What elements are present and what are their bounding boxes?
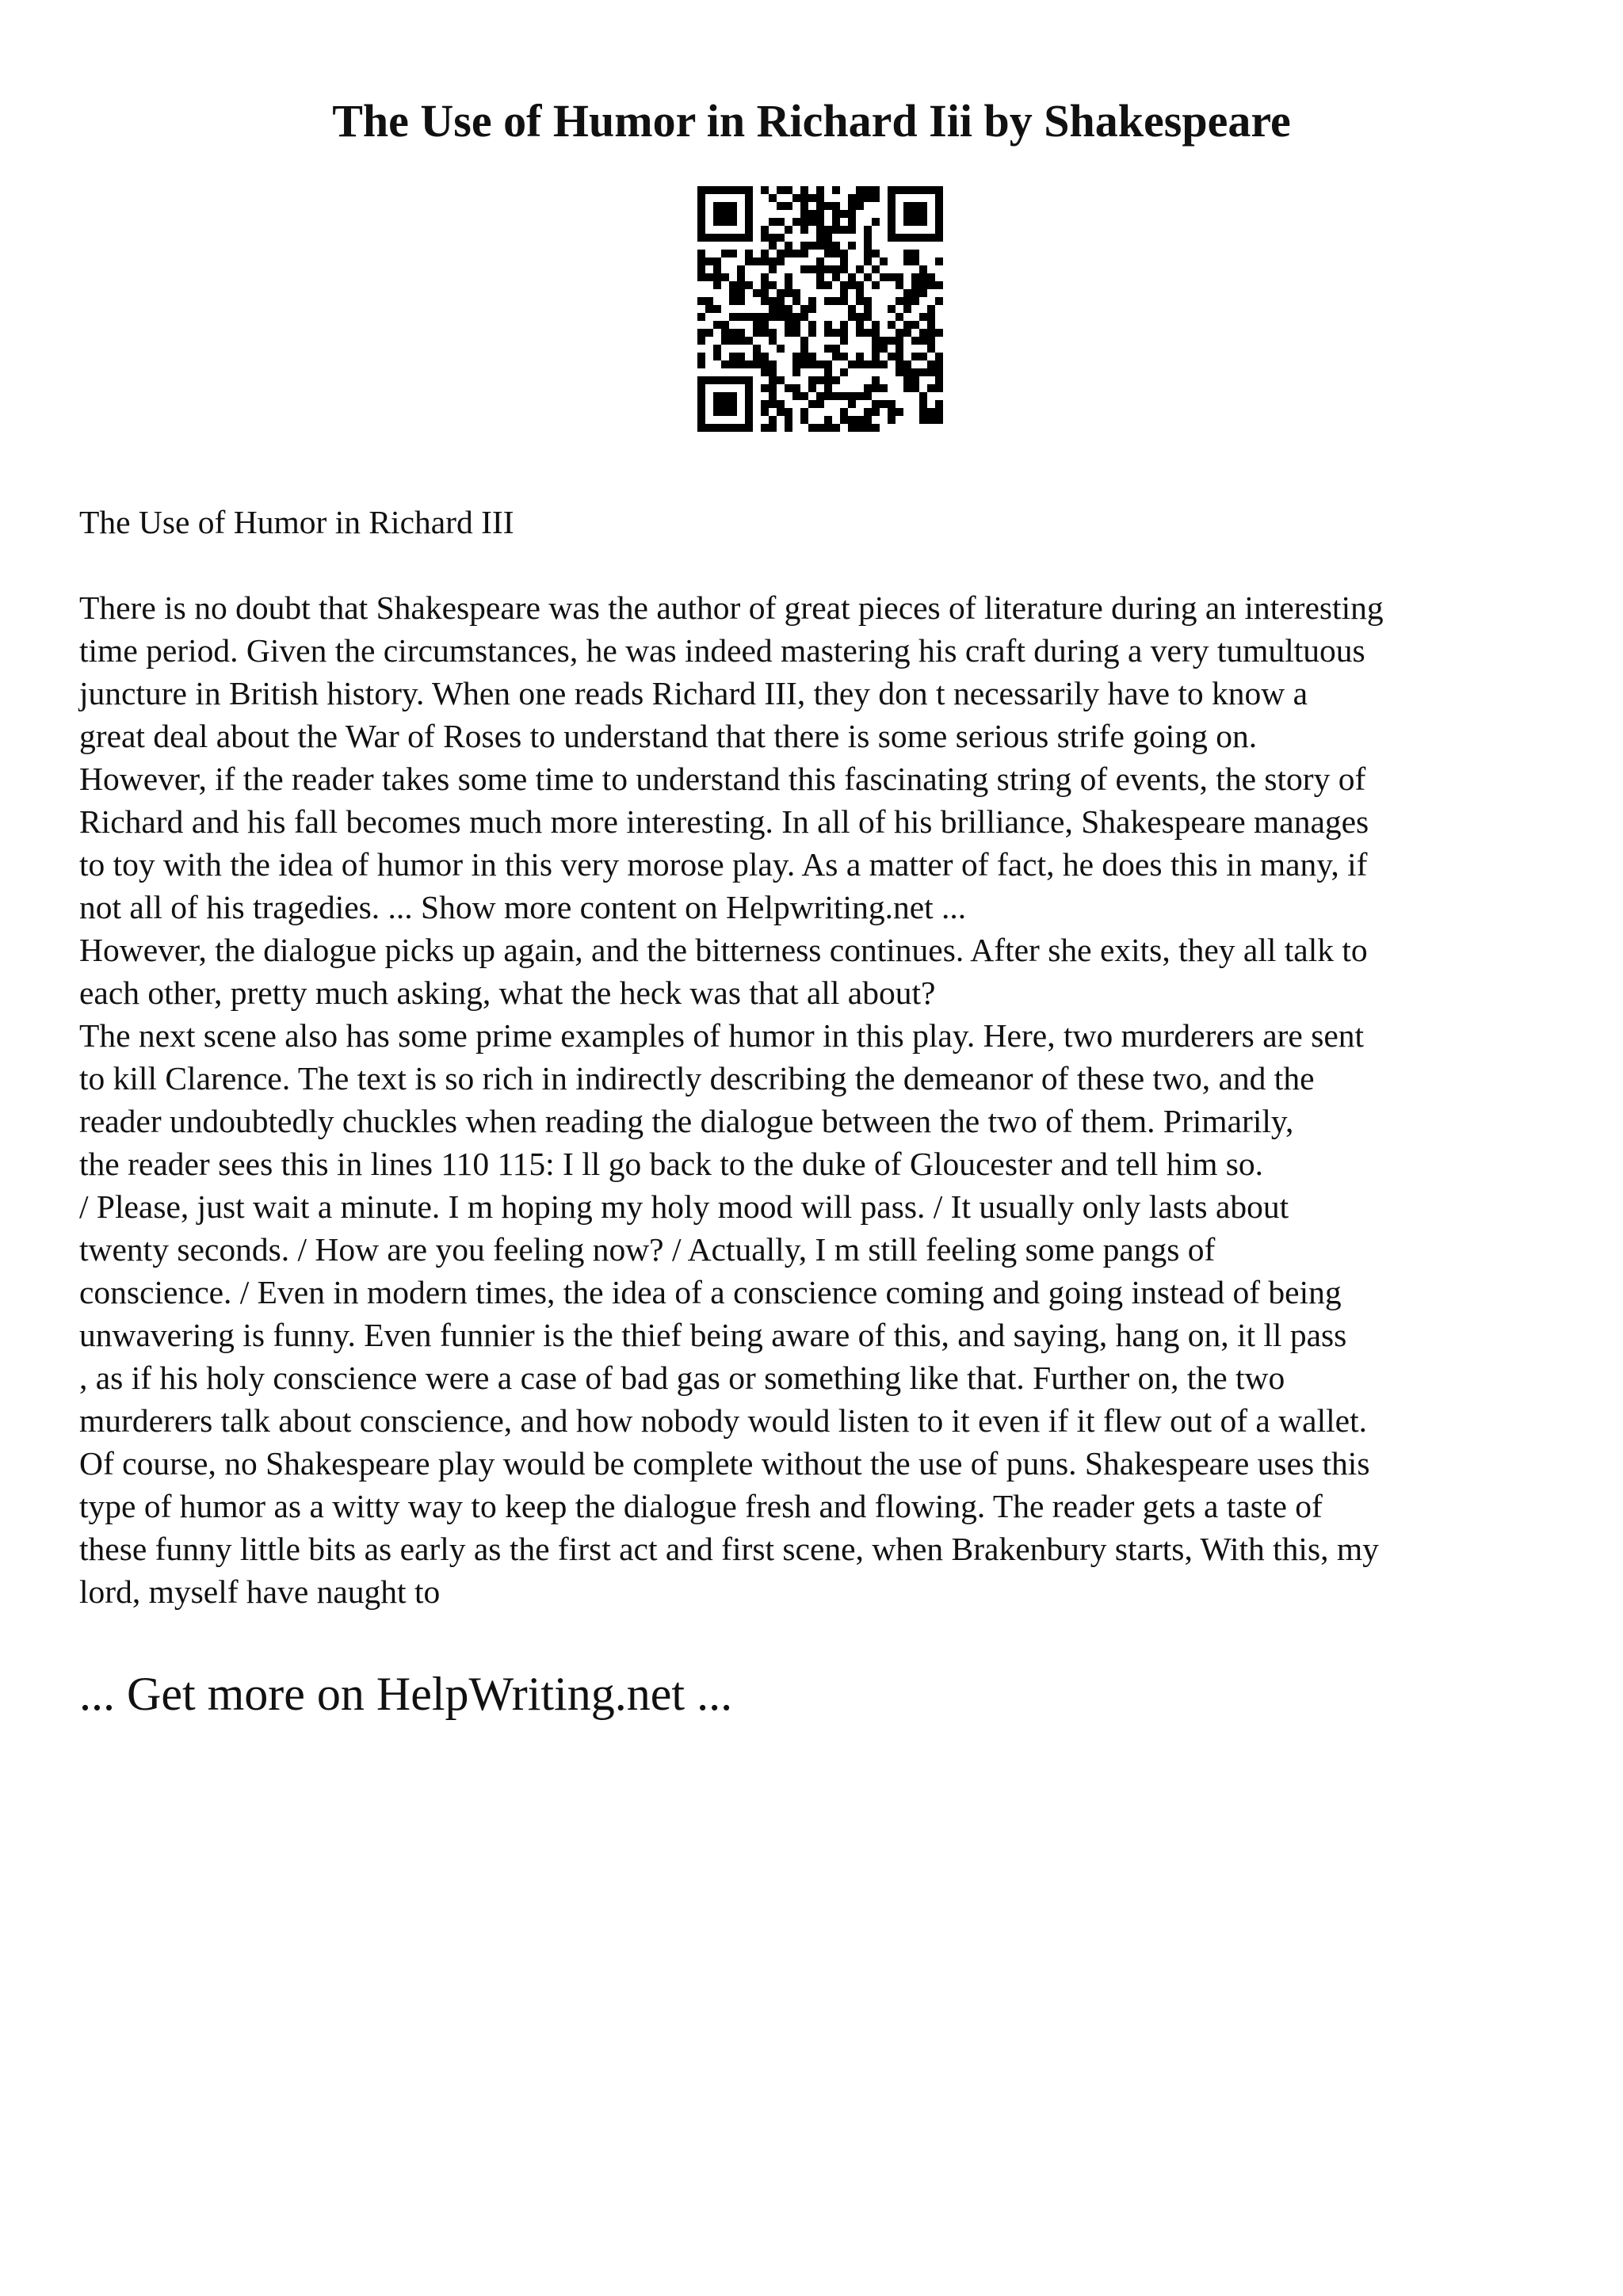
get-more-link[interactable]: ... Get more on HelpWriting.net ... xyxy=(79,1668,733,1720)
body-line: / Please, just wait a minute. I m hoping my holy mood will pass. / It usually only lasts about xyxy=(79,1188,1289,1225)
body-line: conscience. / Even in modern times, the idea of a conscience coming and going instead of being xyxy=(79,1274,1342,1310)
body-line: type of humor as a witty way to keep the dialogue fresh and flowing. The reader gets a taste of xyxy=(79,1488,1323,1524)
body-line: However, the dialogue picks up again, and the bitterness continues. After she exits, they all talk to xyxy=(79,932,1368,968)
body-line: twenty seconds. / How are you feeling now? / Actually, I m still feeling some pangs of xyxy=(79,1231,1216,1268)
body-text xyxy=(79,586,1553,1613)
body-line: There is no doubt that Shakespeare was the author of great pieces of literature during an interesting xyxy=(79,589,1384,626)
body-line: juncture in British history. When one reads Richard III, they don t necessarily have to know a xyxy=(79,675,1308,711)
body-line: , as if his holy conscience were a case of bad gas or something like that. Further on, the two xyxy=(79,1360,1285,1396)
body-line: the reader sees this in lines 110 115: I ll go back to the duke of Gloucester and tell him so. xyxy=(79,1146,1264,1182)
body-line: each other, pretty much asking, what the heck was that all about? xyxy=(79,974,936,1011)
body-line: Richard and his fall becomes much more interesting. In all of his brilliance, Shakespeare manages xyxy=(79,803,1369,840)
body-line: However, if the reader takes some time to understand this fascinating string of events, the story of xyxy=(79,761,1366,797)
body-line: lord, myself have naught to xyxy=(79,1573,441,1610)
qr-code-icon xyxy=(697,186,943,432)
body-line: The next scene also has some prime examples of humor in this play. Here, two murderers are sent xyxy=(79,1017,1365,1054)
page-title: The Use of Humor in Richard Iii by Shakespeare xyxy=(332,95,1291,147)
body-line: murderers talk about conscience, and how nobody would listen to it even if it flew out of a wallet. xyxy=(79,1402,1367,1439)
body-line: Of course, no Shakespeare play would be complete without the use of puns. Shakespeare uses this xyxy=(79,1445,1370,1482)
body-line: to kill Clarence. The text is so rich in indirectly describing the demeanor of these two, and the xyxy=(79,1060,1315,1097)
body-line: time period. Given the circumstances, he was indeed mastering his craft during a very tumultuous xyxy=(79,632,1365,669)
body-line: to toy with the idea of humor in this very morose play. As a matter of fact, he does this in many, if xyxy=(79,846,1368,883)
document-subtitle: The Use of Humor in Richard III xyxy=(79,504,514,540)
body-line: reader undoubtedly chuckles when reading the dialogue between the two of them. Primarily, xyxy=(79,1103,1294,1139)
body-line: not all of his tragedies. ... Show more content on Helpwriting.net ... xyxy=(79,889,967,925)
body-line: unwavering is funny. Even funnier is the thief being aware of this, and saying, hang on, it ll pass xyxy=(79,1317,1347,1353)
body-line: great deal about the War of Roses to understand that there is some serious strife going on. xyxy=(79,718,1258,754)
body-line: these funny little bits as early as the first act and first scene, when Brakenbury starts, With this, my xyxy=(79,1531,1379,1567)
